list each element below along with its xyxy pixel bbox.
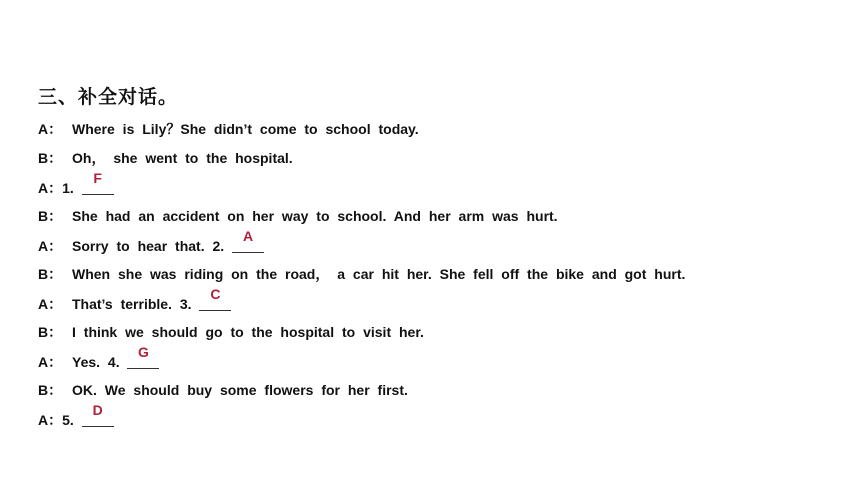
dialogue-text: I think we should go to the hospital to visit her.: [72, 324, 424, 340]
answer-letter: F: [93, 170, 102, 186]
speaker-label: B：: [38, 382, 63, 398]
answer-letter: C: [210, 286, 221, 302]
dialogue-text: Oh， she went to the hospital.: [72, 150, 293, 166]
speaker-label: A：: [38, 180, 63, 196]
dialogue-line-6: [38, 265, 685, 283]
dialogue-line-2: [38, 149, 293, 167]
dialogue-text: OK. We should buy some flowers for her first.: [72, 382, 408, 398]
dialogue-line-7: [38, 286, 231, 312]
speaker-label: B：: [38, 324, 63, 340]
dialogue-line-5: [38, 228, 264, 254]
answer-blank-2: [232, 228, 264, 253]
answer-blank-5: [82, 402, 114, 427]
dialogue-text: Where is Lily？She didn’t come to school today.: [72, 121, 419, 137]
dialogue-line-1: [38, 120, 419, 138]
speaker-label: B：: [38, 266, 63, 282]
speaker-label: B：: [38, 150, 63, 166]
dialogue-text: When she was riding on the road， a car hit her. She fell off the bike and got hurt.: [72, 266, 686, 282]
dialogue-line-11: [38, 402, 114, 428]
dialogue-text: That’s terrible. 3.: [72, 296, 192, 312]
speaker-label: A：: [38, 121, 63, 137]
speaker-label: A：: [38, 412, 63, 428]
answer-blank-4: [127, 344, 159, 369]
dialogue-text: Sorry to hear that. 2.: [72, 238, 225, 254]
dialogue-text: 5.: [62, 412, 74, 428]
dialogue-line-8: [38, 323, 424, 341]
speaker-label: A：: [38, 238, 63, 254]
speaker-label: B：: [38, 208, 63, 224]
dialogue-line-3: [38, 170, 114, 196]
speaker-label: A：: [38, 354, 63, 370]
dialogue-text: 1.: [62, 180, 74, 196]
speaker-label: A：: [38, 296, 63, 312]
dialogue-line-9: [38, 344, 159, 370]
answer-letter: D: [92, 402, 103, 418]
dialogue-text: She had an accident on her way to school. And her arm was hurt.: [72, 208, 558, 224]
dialogue-text: Yes. 4.: [72, 354, 120, 370]
dialogue-line-4: [38, 207, 558, 225]
dialogue-line-10: [38, 381, 408, 399]
answer-letter: G: [138, 344, 149, 360]
section-title: 三、补全对话。: [38, 86, 179, 108]
answer-blank-1: [82, 170, 114, 195]
answer-blank-3: [199, 286, 231, 311]
answer-letter: A: [242, 228, 254, 244]
